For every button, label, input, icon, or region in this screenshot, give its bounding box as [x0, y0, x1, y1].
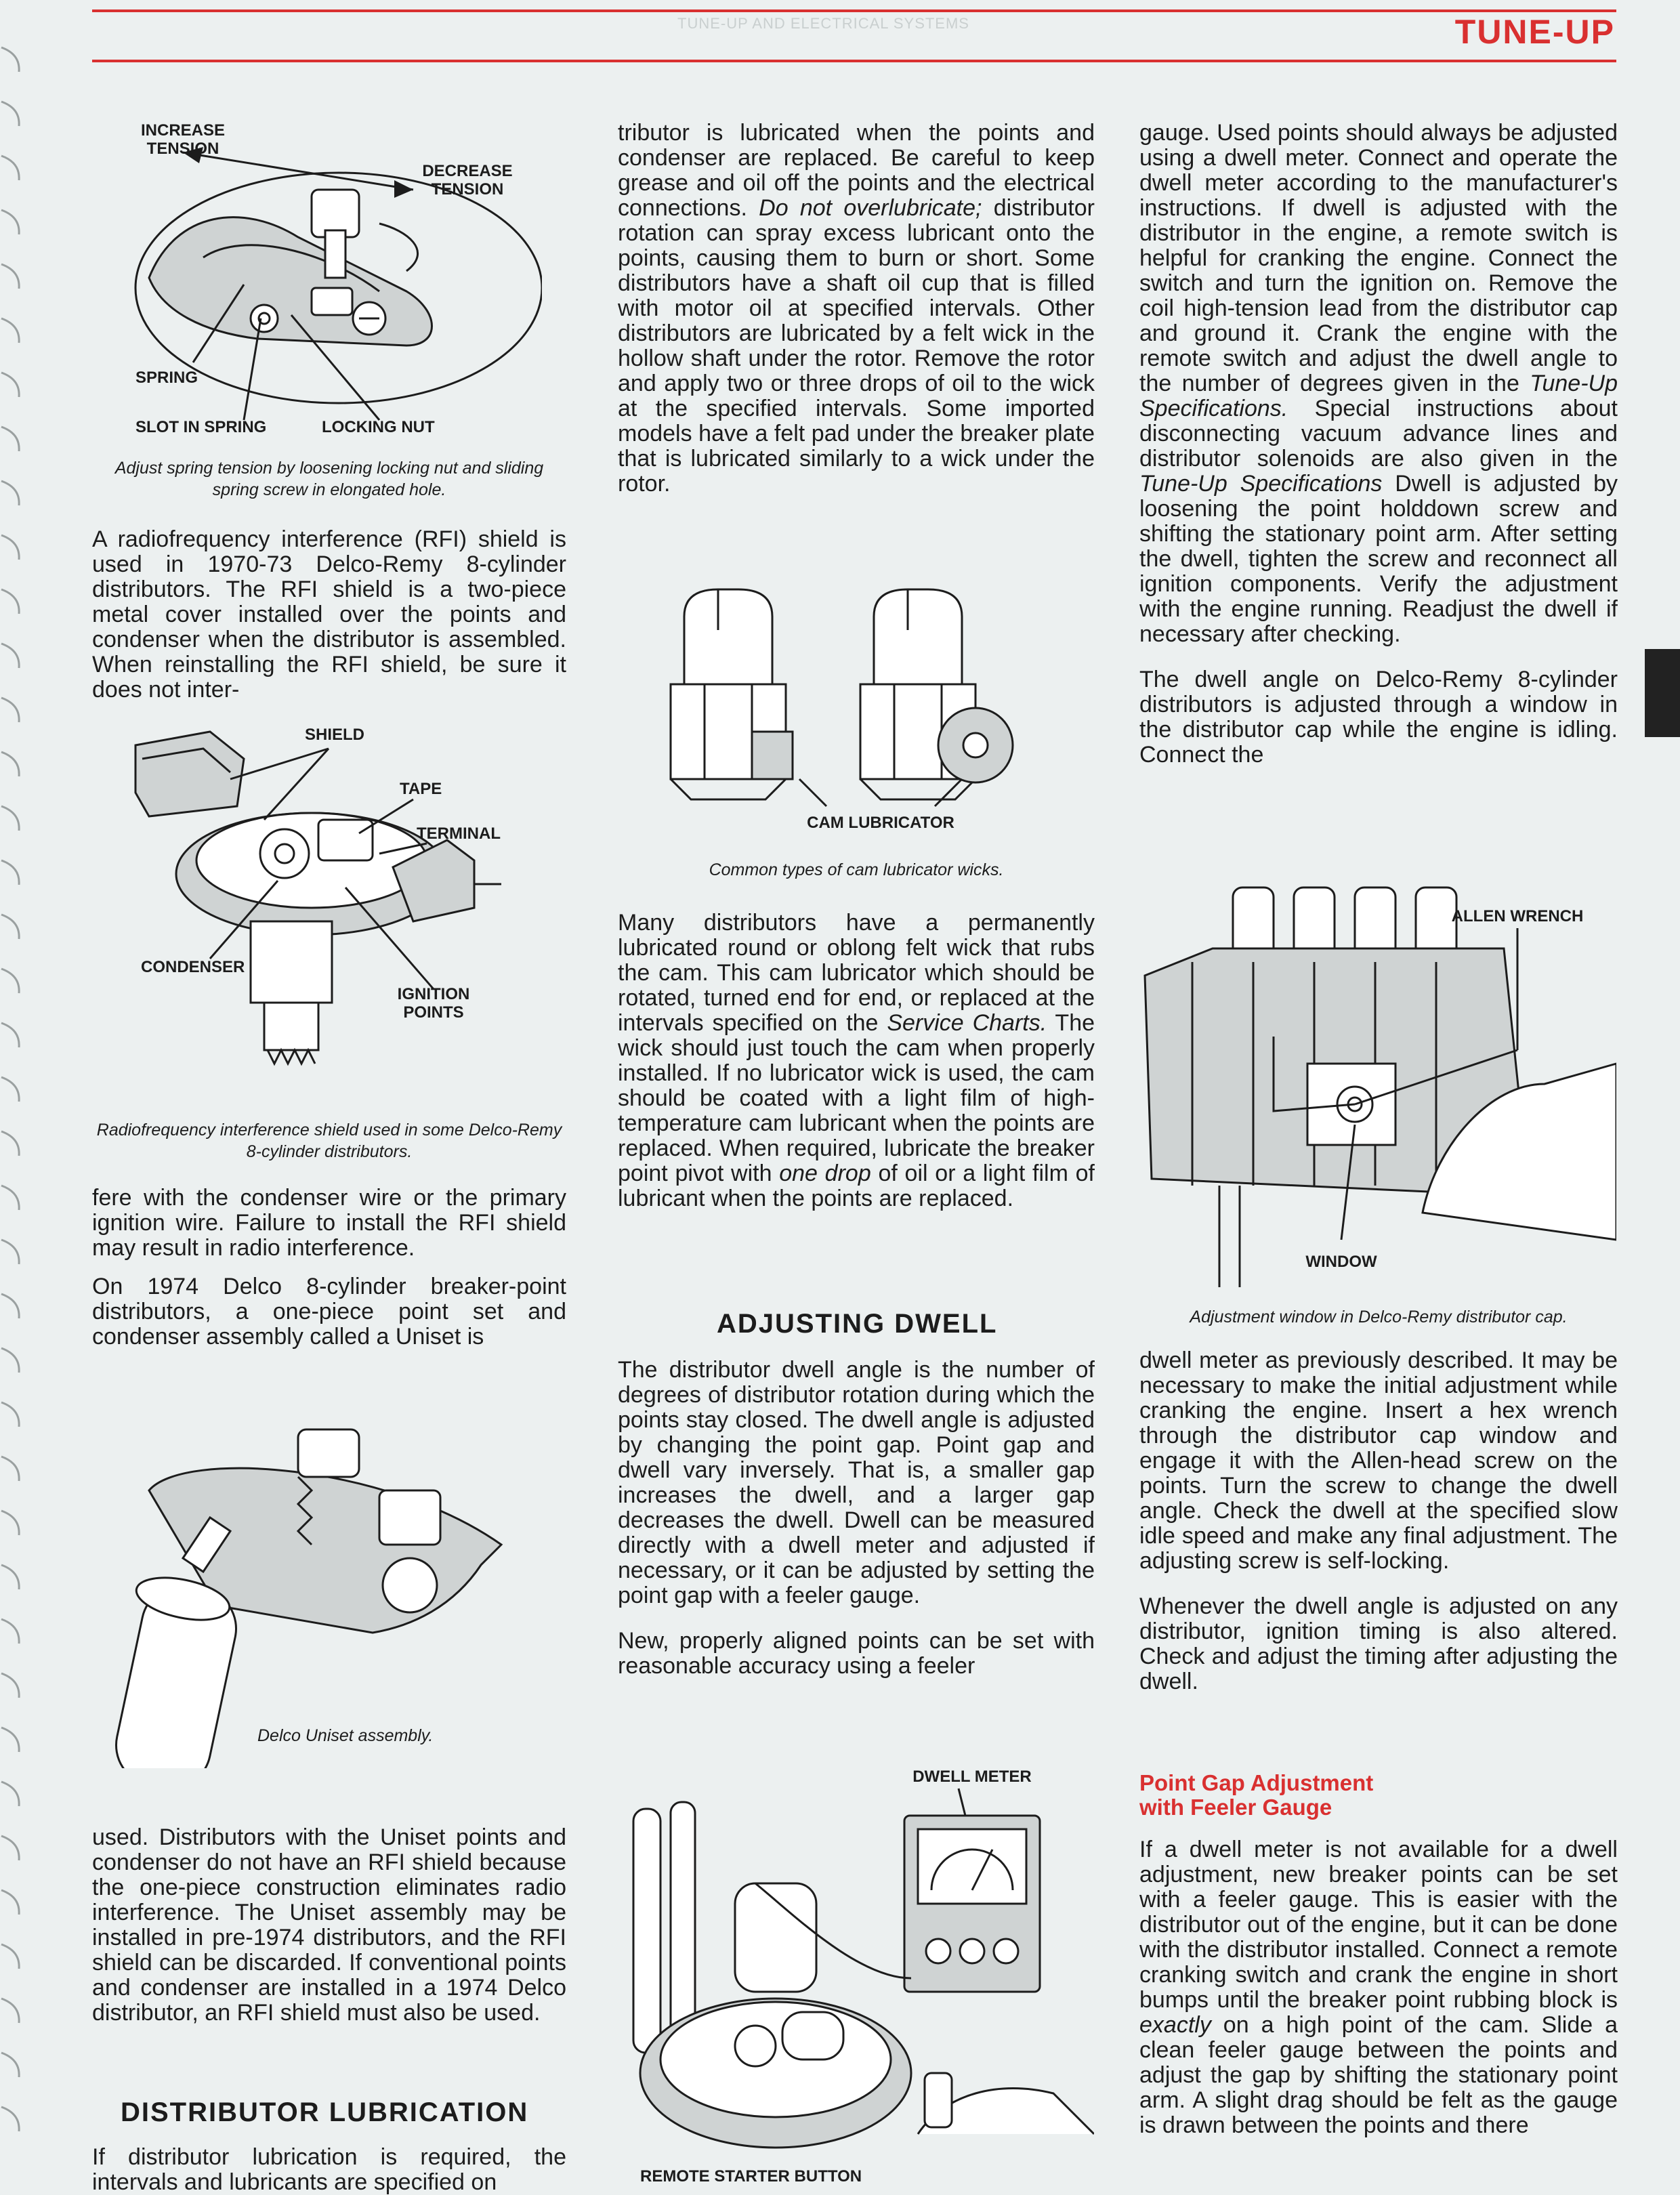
paragraph-feeler-gauge	[1139, 1837, 1618, 2138]
paragraph-dwell-meter	[1139, 121, 1618, 647]
text-run: Dwell is adjusted by loosening the point holddown screw and shifting the stationary point arm. After setting the dwell, tighten the screw and reconnect all ignition components. Verify the adjustment with the engine running. Readjust the dwell if necessary after checking.	[1139, 471, 1618, 647]
heading-distributor-lubrication: DISTRIBUTOR LUBRICATION	[121, 2097, 529, 2127]
column-2-block-2	[618, 911, 1095, 1211]
caption-adjustment-window: Adjustment window in Delco-Remy distributor cap.	[1190, 1308, 1568, 1326]
label-decrease-tension-2: TENSION	[431, 180, 504, 198]
label-cam-lubricator: CAM LUBRICATOR	[807, 814, 954, 832]
paragraph-rfi-shield: A radiofrequency interference (RFI) shield is used in 1970-73 Delco-Remy 8-cylinder distributors. The RFI shield is a two-piece metal cover installed over the points and condenser when the distributor is assembled. When reinstalling the RFI shield, be sure it does not inter-	[92, 526, 566, 703]
emphasis-tune-up-specifications-2: Tune-Up Specifications	[1139, 471, 1383, 497]
paragraph-timing-altered: Whenever the dwell angle is adjusted on any distributor, ignition timing is also altered. Check and adjust the timing after adjusting the dwell.	[1139, 1593, 1618, 1694]
label-spring: SPRING	[135, 369, 198, 387]
column-3-block-3	[1139, 1837, 1618, 2138]
paragraph-uniset-intro: On 1974 Delco 8-cylinder breaker-point distributors, a one-piece point set and condenser assembly called a Uniset is	[92, 1274, 566, 1350]
emphasis-tune-up-specifications: Tune-Up Specifications.	[1139, 371, 1618, 421]
paragraph-lubrication-intro: If distributor lubrication is required, the intervals and lubricants are specified on	[92, 2144, 566, 2195]
paragraph-rfi-failure: fere with the condenser wire or the primary ignition wire. Failure to install the RFI shield may result in radio interference.	[92, 1185, 566, 1261]
caption-point-tension: Adjust spring tension by loosening locking nut and sliding spring screw in elongated hole.	[114, 459, 544, 499]
column-2-block-3	[618, 1358, 1095, 1679]
header-rule	[92, 60, 1616, 62]
label-tape: TAPE	[400, 780, 442, 798]
label-decrease-tension: DECREASE	[422, 162, 513, 180]
text-run: distributor rotation can spray excess lubricant onto the points, causing them to burn or short. Some distributors have a shaft oil cup that is filled with motor oil at specified intervals. Other distributors are lubricated by a felt wick in the hollow shaft under the rotor. Remove the rotor and apply two or three drops of oil to the wick at the specified intervals. Some imported models have a felt pad under the breaker plate that is lubricated similarly to a wick under the rotor.	[618, 195, 1095, 497]
label-terminal: TERMINAL	[417, 824, 501, 843]
emphasis-exactly: exactly	[1139, 2012, 1211, 2038]
figure-adjustment-window	[1138, 860, 1616, 1287]
column-1-block-3	[92, 1825, 566, 2026]
label-dwell-meter: DWELL METER	[912, 1768, 1032, 1786]
header-rule-top	[92, 9, 1616, 12]
column-1-block-1	[92, 527, 566, 703]
figure-cam-lubricator	[664, 576, 1043, 847]
subheading-line-1: Point Gap Adjustment	[1139, 1770, 1374, 1795]
label-condenser: CONDENSER	[141, 958, 245, 976]
paragraph-cam-lubricator	[618, 911, 1095, 1211]
column-1-block-2	[92, 1186, 566, 1350]
heading-adjusting-dwell: ADJUSTING DWELL	[717, 1309, 998, 1339]
figure-rfi-shield	[95, 718, 528, 1125]
paragraph-uniset-rfi: used. Distributors with the Uniset points and condenser do not have an RFI shield because the one-piece construction eliminates radio interference. The Uniset assembly may be installed in pre-1974 distributors, and the RFI shield can be discarded. If conventional points and condenser are installed in a 1974 Delco distributor, an RFI shield must also be used.	[92, 1824, 566, 2026]
emphasis-do-not-overlubricate: Do not overlubricate;	[759, 195, 982, 221]
text-run: on a high point of the cam. Slide a clean feeler gauge between the points and adjust the gap by shifting the stationary point arm. A slight drag should be felt as the gauge is drawn between the points and there	[1139, 2012, 1618, 2138]
label-ignition-points-2: POINTS	[403, 1003, 464, 1022]
column-3-block-1	[1139, 121, 1618, 768]
label-increase-tension-2: TENSION	[146, 140, 219, 158]
caption-cam-lubricator: Common types of cam lubricator wicks.	[709, 860, 1004, 879]
column-3-block-2	[1139, 1348, 1618, 1694]
subheading-line-2: with Feeler Gauge	[1139, 1795, 1332, 1820]
column-2-block-1	[618, 121, 1095, 497]
text-run: The wick should just touch the cam when properly installed. If no lubricator wick is used, the cam should be coated with a light film of high-temperature cam lubricant when the points are replaced. When required, lubricate the breaker point pivot with	[618, 1010, 1095, 1186]
text-run: If a dwell meter is not available for a dwell adjustment, new breaker points can be set with a feeler gauge. This is easier with the distributor out of the engine, but it can be done with the distributor installed. Connect a remote cranking switch and crank the engine in short bumps until the breaker point rubbing block is	[1139, 1837, 1618, 2013]
label-shield: SHIELD	[305, 726, 365, 744]
figure-point-tension	[122, 115, 542, 447]
figure-dwell-meter	[620, 1755, 1094, 2188]
paragraph-hex-wrench: dwell meter as previously described. It may be necessary to make the initial adjustment while cranking the engine. Insert a hex wrench through the distributor cap window and engage it with the Allen-head screw on the points. Turn the screw to change the dwell angle. Check the dwell at the specified slow idle speed and make any final adjustment. The adjusting screw is self-locking.	[1139, 1347, 1618, 1574]
caption-uniset: Delco Uniset assembly.	[257, 1726, 434, 1745]
label-window: WINDOW	[1305, 1253, 1377, 1271]
thumb-index-tab	[1645, 649, 1680, 737]
paragraph-feeler-gauge-intro: New, properly aligned points can be set with reasonable accuracy using a feeler	[618, 1628, 1095, 1679]
emphasis-one-drop: one drop	[779, 1161, 871, 1186]
text-run: of oil or a light film of lubricant when the points are replaced.	[618, 1161, 1095, 1211]
section-title: TUNE-UP	[1454, 13, 1615, 51]
text-run: Special instructions about disconnecting vacuum advance lines and distributor solenoids are also given in the	[1139, 396, 1618, 472]
text-run: tributor is lubricated when the points and condenser are replaced. Be careful to keep grease and oil off the points and the electrical connections.	[618, 120, 1095, 221]
bleed-through-text: TUNE-UP AND ELECTRICAL SYSTEMS	[677, 15, 969, 32]
caption-rfi-shield: Radiofrequency interference shield used in some Delco-Remy 8-cylinder distributors.	[96, 1121, 562, 1161]
label-increase-tension: INCREASE	[140, 121, 226, 140]
label-locking-nut: LOCKING NUT	[322, 418, 435, 436]
emphasis-service-charts: Service Charts.	[887, 1010, 1047, 1036]
label-ignition-points: IGNITION	[397, 985, 470, 1003]
paragraph-dwell-angle: The distributor dwell angle is the number of degrees of distributor rotation during which the points stay closed. The dwell angle is adjusted by changing the point gap. Point gap and dwell vary inversely. That is, a smaller gap increases the dwell, and a larger gap decreases the dwell. Dwell can be measured directly with a dwell meter and adjusted if necessary, or it can be adjusted by setting the point gap with a feeler gauge.	[618, 1357, 1095, 1608]
label-allen-wrench: ALLEN WRENCH	[1451, 907, 1584, 925]
label-slot-in-spring: SLOT IN SPRING	[135, 418, 267, 436]
paragraph-delco-window: The dwell angle on Delco-Remy 8-cylinder distributors is adjusted through a window in the distributor cap while the engine is idling. Connect the	[1139, 667, 1618, 768]
text-run: gauge. Used points should always be adjusted using a dwell meter. Connect and operate the dwell meter according to the manufacturer's instructions. If dwell is adjusted with the distributor in the engine, a remote switch is helpful for cranking the engine. Connect the switch and turn the ignition on. Remove the coil high-tension lead from the distributor cap and ground it. Crank the engine with the remote switch and adjust the dwell angle to the number of degrees given in the	[1139, 120, 1618, 396]
binding-holes	[0, 0, 27, 2188]
figure-uniset	[102, 1402, 535, 1768]
label-remote-starter-button: REMOTE STARTER BUTTON	[640, 2167, 862, 2186]
paragraph-lubrication	[618, 121, 1095, 497]
subheading-point-gap	[1139, 1771, 1618, 1820]
text-run: Many distributors have a permanently lubricated round or oblong felt wick that rubs the cam. This cam lubricator which should be rotated, turned end for end, or replaced at the intervals specified on the	[618, 910, 1095, 1036]
